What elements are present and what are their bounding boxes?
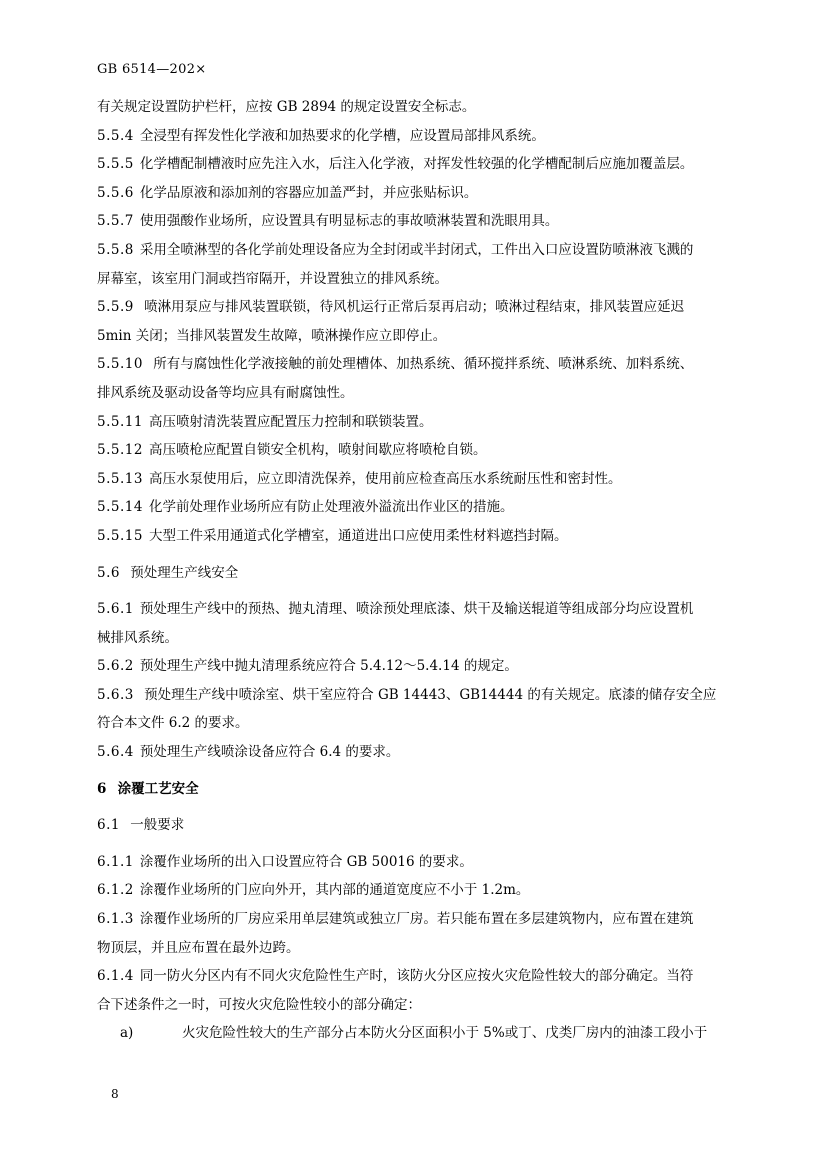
- clause-line: [97, 379, 749, 408]
- clause-text: 化学前处理作业场所应有防止处理液外溢流出作业区的措施。: [148, 499, 514, 516]
- clause-number: 5.5.5: [97, 156, 134, 173]
- clause-number: 5.5.7: [97, 213, 134, 230]
- clause-number: 5.5.6: [97, 184, 134, 201]
- section-6-1-clauses: [97, 848, 749, 1020]
- clause-line: [97, 876, 749, 905]
- list-item-a: [97, 1019, 749, 1048]
- list-item-text: 火灾危险性较大的生产部分占本防火分区面积小于 5%或丁、戊类厂房内的油漆工段小于: [182, 1025, 708, 1042]
- page-content: [97, 93, 749, 1048]
- clause-text: 涂覆作业场所的门应向外开，其内部的通道宽度应不小于 1.2m。: [139, 882, 530, 899]
- chapter-title: 涂覆工艺安全: [117, 780, 199, 797]
- clause-number: 6.1.3: [97, 911, 134, 928]
- clause-line: [97, 179, 749, 208]
- clause-line: [97, 465, 749, 494]
- clause-line: [97, 150, 749, 179]
- clause-line: [97, 350, 749, 379]
- page-number: 8: [111, 1087, 119, 1101]
- clause-text: 同一防火分区内有不同火灾危险性生产时，该防火分区应按火灾危险性较大的部分确定。当符: [139, 968, 694, 985]
- clause-line: [97, 681, 749, 710]
- clause-number: 5.6.4: [97, 744, 134, 761]
- clause-line: [97, 122, 749, 151]
- clause-text: 械排风系统。: [97, 629, 178, 646]
- clause-number: 6.1.4: [97, 968, 134, 985]
- clause-number: 5.5.4: [97, 127, 134, 144]
- clause-number: 5.5.12: [97, 442, 143, 459]
- clause-number: 6.1.1: [97, 853, 134, 870]
- section-5-6-clauses: [97, 595, 749, 767]
- clause-line: [97, 709, 749, 738]
- clause-line: [97, 738, 749, 767]
- clause-text: 喷淋用泵应与排风装置联锁，待风机运行正常后泵再启动；喷淋过程结束，排风装置应延迟: [139, 299, 685, 316]
- clause-line: [97, 493, 749, 522]
- chapter-number: 6: [97, 780, 107, 797]
- clause-text: 预处理生产线喷涂设备应符合 6.4 的要求。: [139, 744, 400, 761]
- list-marker: a): [120, 1025, 134, 1042]
- clause-text: 物顶层，并且应布置在最外边跨。: [97, 939, 300, 956]
- clause-text: 全浸型有挥发性化学液和加热要求的化学槽，应设置局部排风系统。: [139, 127, 545, 144]
- chapter-heading-6: [97, 775, 749, 804]
- clause-line: [97, 207, 749, 236]
- section-title: 预处理生产线安全: [130, 564, 239, 581]
- clause-line: [97, 905, 749, 934]
- clause-line: [97, 934, 749, 963]
- clause-line: [97, 293, 749, 322]
- clause-text: 涂覆作业场所的厂房应采用单层建筑或独立厂房。若只能布置在多层建筑物内，应布置在建筑: [139, 911, 694, 928]
- clause-number: 5.6.2: [97, 658, 134, 675]
- clause-number: 5.6.1: [97, 601, 134, 618]
- clause-number: 5.5.14: [97, 499, 143, 516]
- clause-text: 符合本文件 6.2 的要求。: [97, 715, 249, 732]
- section-5-5-clauses: [97, 93, 749, 551]
- clause-number: 5.6.3: [97, 686, 134, 703]
- clause-line: [97, 408, 749, 437]
- clause-text: 合下述条件之一时，可按火灾危险性较小的部分确定：: [97, 996, 421, 1013]
- clause-line: [97, 93, 749, 122]
- clause-number: 5.5.8: [97, 241, 134, 258]
- clause-text: 排风系统及驱动设备等均应具有耐腐蚀性。: [97, 384, 354, 401]
- clause-text: 预处理生产线中喷涂室、烘干室应符合 GB 14443、GB14444 的有关规定。底漆的储存安全应: [139, 686, 717, 703]
- clause-text: 预处理生产线中抛丸清理系统应符合 5.4.12～5.4.14 的规定。: [139, 658, 518, 675]
- clause-text: 大型工件采用通道式化学槽室，通道进出口应使用柔性材料遮挡封隔。: [148, 527, 568, 544]
- clause-text: 预处理生产线中的预热、抛丸清理、喷涂预处理底漆、烘干及输送辊道等组成部分均应设置机: [139, 601, 694, 618]
- clause-line: [97, 522, 749, 551]
- clause-text: 高压喷射清洗装置应配置压力控制和联锁装置。: [148, 413, 433, 430]
- clause-line: [97, 962, 749, 991]
- clause-text: 化学槽配制槽液时应先注入水，后注入化学液，对挥发性较强的化学槽配制后应施加覆盖层。: [139, 156, 694, 173]
- section-number: 5.6: [97, 564, 120, 581]
- clause-text: 所有与腐蚀性化学液接触的前处理槽体、加热系统、循环搅拌系统、喷淋系统、加料系统、: [148, 356, 694, 373]
- clause-number: 5.5.10: [97, 356, 143, 373]
- clause-text: 使用强酸作业场所，应设置具有明显标志的事故喷淋装置和洗眼用具。: [139, 213, 559, 230]
- clause-text: 高压喷枪应配置自锁安全机构，喷射间歇应将喷枪自锁。: [148, 442, 487, 459]
- clause-number: 5.5.9: [97, 299, 134, 316]
- document-code-header: GB 6514—202×: [97, 62, 207, 77]
- clause-number: 6.1.2: [97, 882, 134, 899]
- section-heading-6-1: [97, 811, 749, 840]
- clause-line: [97, 991, 749, 1020]
- clause-line: [97, 595, 749, 624]
- clause-line: [97, 265, 749, 294]
- clause-text: 采用全喷淋型的各化学前处理设备应为全封闭或半封闭式，工件出入口应设置防喷淋液飞溅的: [139, 241, 694, 258]
- clause-text: 有关规定设置防护栏杆，应按 GB 2894 的规定设置安全标志。: [97, 99, 476, 115]
- clause-number: 5.5.15: [97, 527, 143, 544]
- clause-line: [97, 322, 749, 351]
- section-heading-5-6: [97, 559, 749, 588]
- clause-text: 高压水泵使用后，应立即清洗保养，使用前应检查高压水系统耐压性和密封性。: [148, 470, 622, 487]
- clause-line: [97, 236, 749, 265]
- section-number: 6.1: [97, 817, 120, 834]
- clause-text: 5min 关闭；当排风装置发生故障，喷淋操作应立即停止。: [97, 327, 447, 344]
- section-title: 一般要求: [130, 817, 185, 834]
- clause-number: 5.5.13: [97, 470, 143, 487]
- clause-number: 5.5.11: [97, 413, 143, 430]
- clause-line: [97, 624, 749, 653]
- clause-line: [97, 848, 749, 877]
- clause-text: 化学品原液和添加剂的容器应加盖严封，并应张贴标识。: [139, 184, 478, 201]
- clause-text: 屏幕室，该室用门洞或挡帘隔开，并设置独立的排风系统。: [97, 270, 448, 287]
- clause-text: 涂覆作业场所的出入口设置应符合 GB 50016 的要求。: [139, 853, 473, 870]
- clause-line: [97, 436, 749, 465]
- clause-line: [97, 652, 749, 681]
